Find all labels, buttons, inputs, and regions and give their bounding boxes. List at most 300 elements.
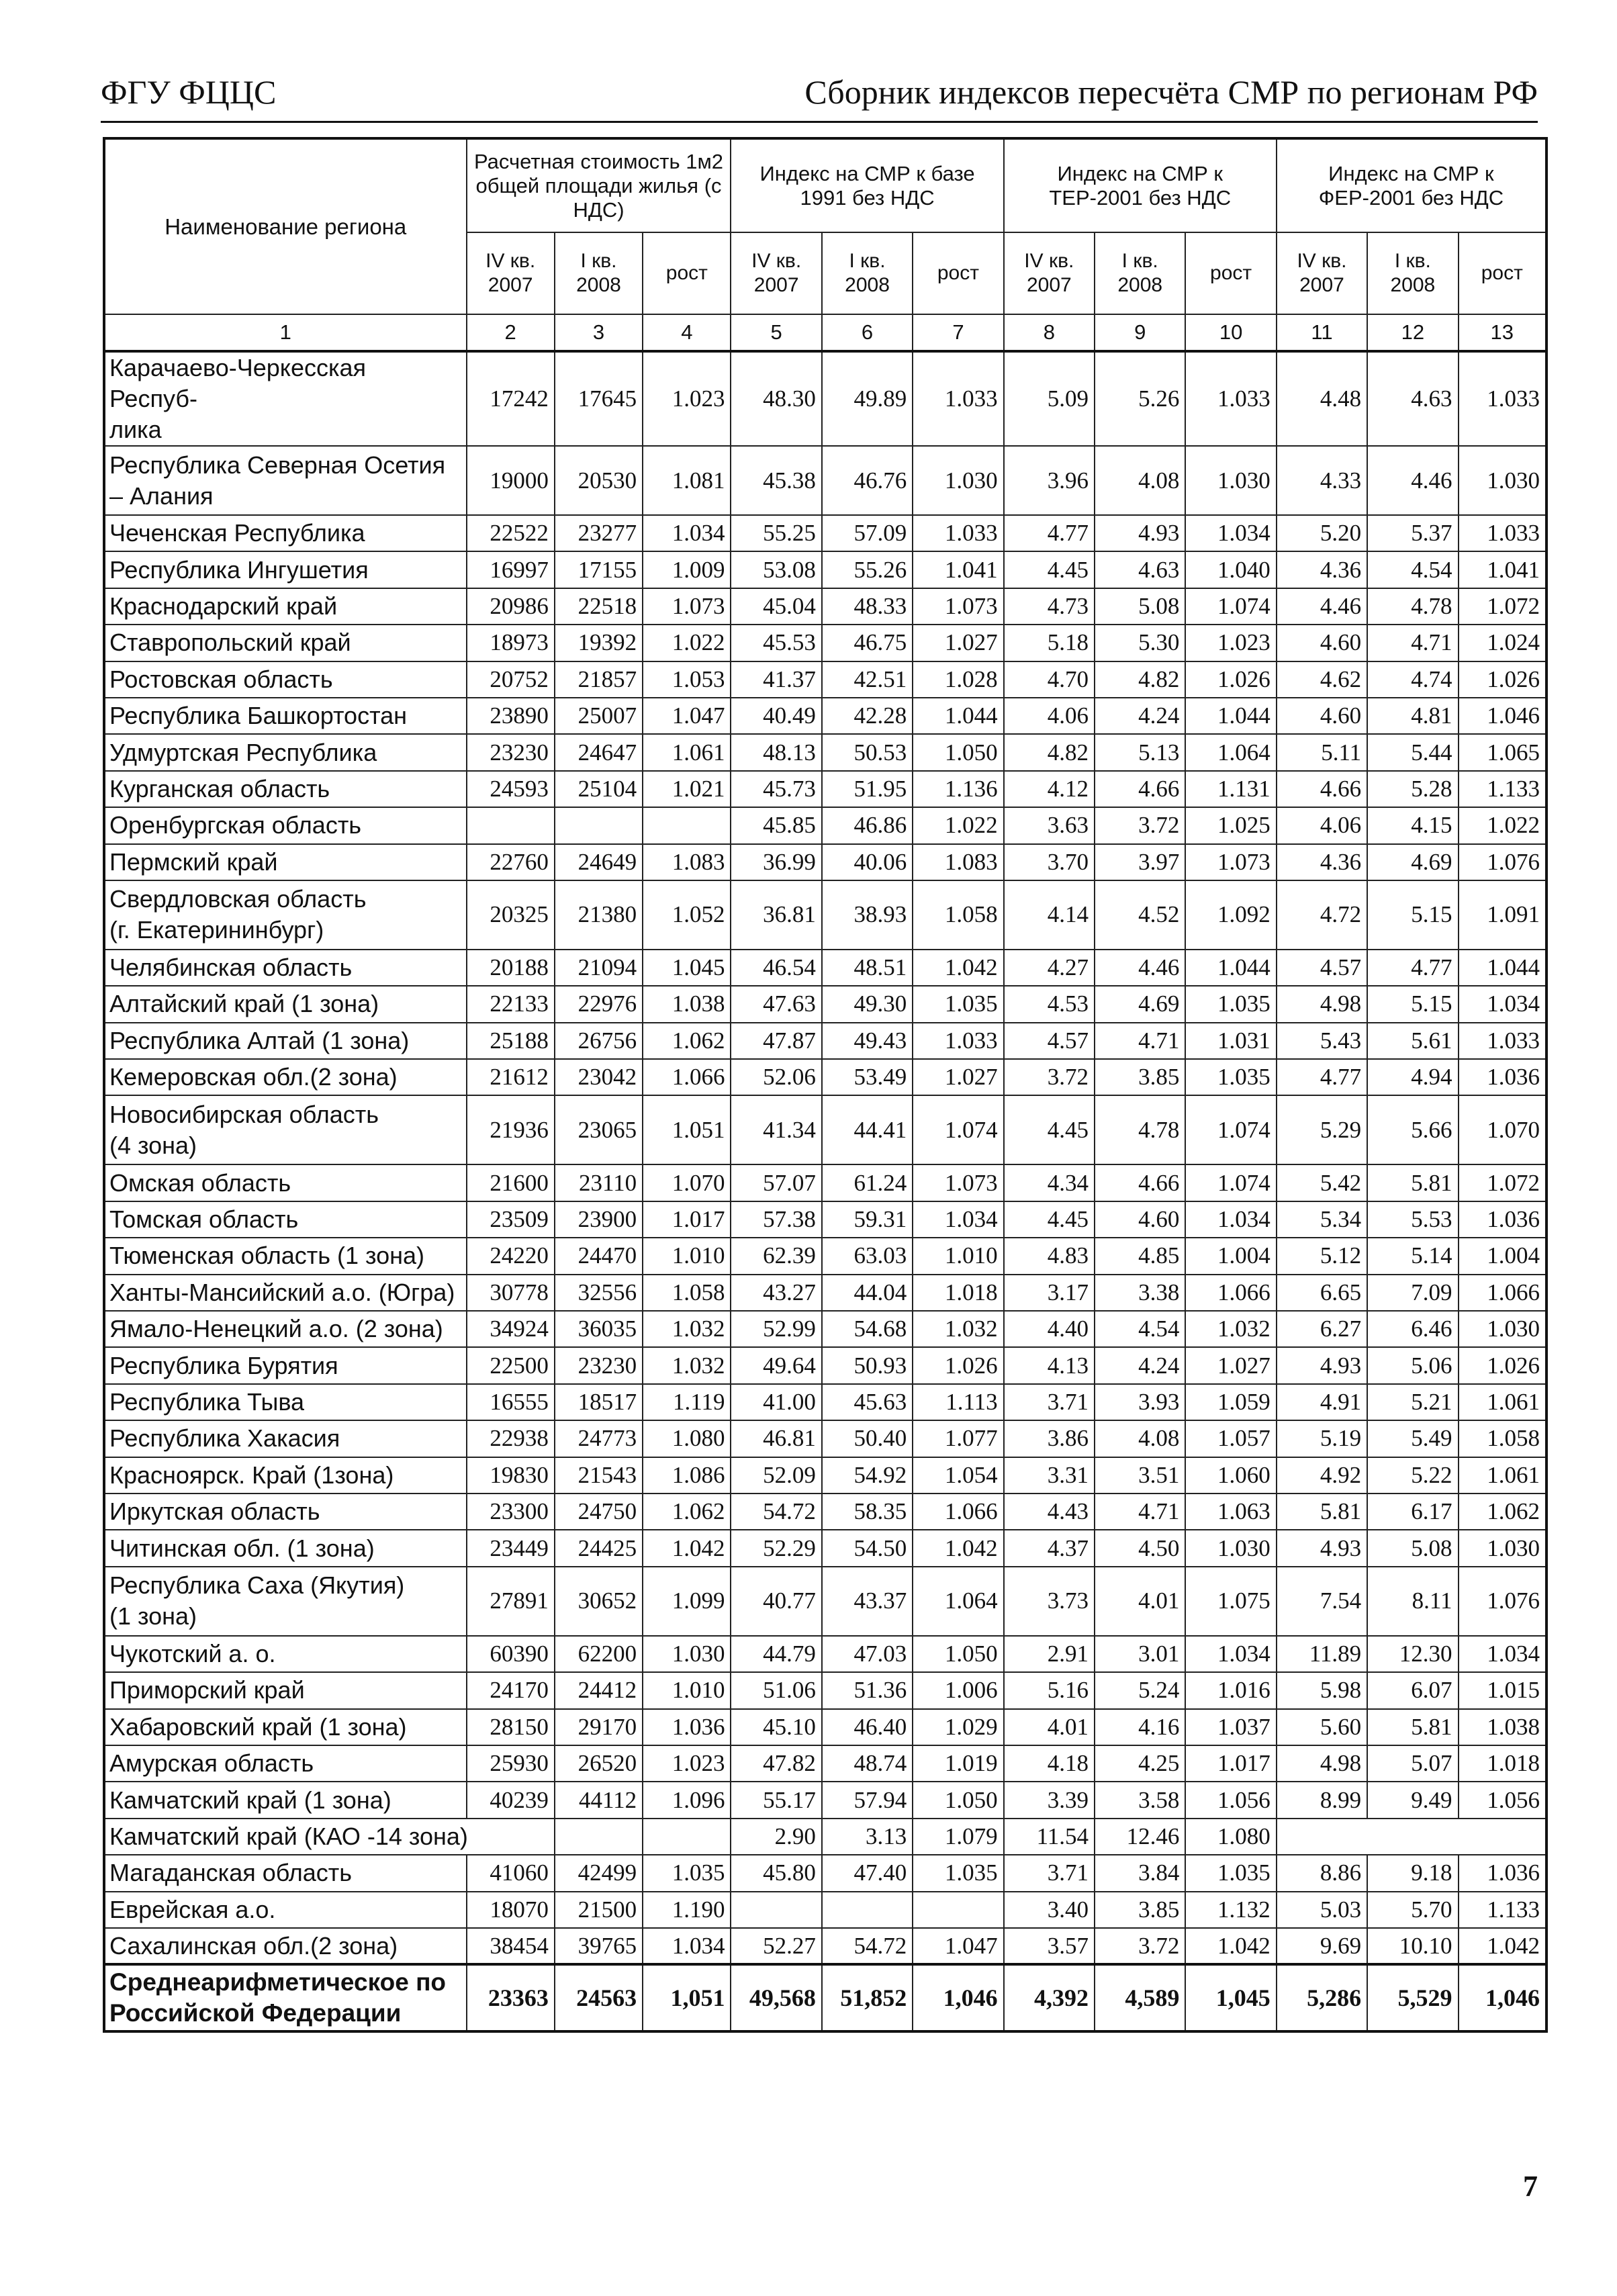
value-cell: 5.49: [1367, 1420, 1458, 1457]
value-cell: 1.092: [1185, 880, 1276, 950]
value-cell: 51.95: [822, 771, 913, 807]
value-cell: 4.83: [1004, 1238, 1095, 1274]
value-cell: 24470: [555, 1238, 643, 1274]
value-cell: 48.51: [822, 950, 913, 986]
subheader-q1-2008: I кв. 2008: [555, 232, 643, 314]
region-name: Республика Тыва: [104, 1384, 467, 1420]
value-cell: 20188: [467, 950, 555, 986]
value-cell: 4,392: [1004, 1964, 1095, 2031]
value-cell: 3.93: [1095, 1384, 1185, 1420]
value-cell: 4.71: [1095, 1023, 1185, 1059]
value-cell: 3.85: [1095, 1892, 1185, 1928]
value-cell: 1.017: [643, 1201, 731, 1238]
value-cell: 4.69: [1367, 844, 1458, 880]
value-cell: 4.98: [1277, 986, 1367, 1022]
value-cell: 5,529: [1367, 1964, 1458, 2031]
value-cell: 48.74: [822, 1745, 913, 1782]
value-cell: 1.034: [643, 1928, 731, 1964]
table-row: [104, 807, 1546, 843]
value-cell: 49,568: [731, 1964, 821, 2031]
value-cell: 23300: [467, 1494, 555, 1530]
value-cell: 1.057: [1185, 1420, 1276, 1457]
value-cell: 47.63: [731, 986, 821, 1022]
column-number: 11: [1277, 314, 1367, 351]
value-cell: 1.074: [1185, 588, 1276, 625]
table-row: [104, 1059, 1546, 1095]
value-cell: 5.53: [1367, 1201, 1458, 1238]
value-cell: 4.16: [1095, 1709, 1185, 1745]
value-cell: 4.69: [1095, 986, 1185, 1022]
header-title: Сборник индексов пересчёта СМР по регионам РФ: [804, 73, 1538, 111]
value-cell: 1.034: [1185, 1636, 1276, 1672]
value-cell: 5.43: [1277, 1023, 1367, 1059]
value-cell: 1.070: [643, 1164, 731, 1201]
value-cell: 49.30: [822, 986, 913, 1022]
value-cell: 1.042: [643, 1530, 731, 1566]
value-cell: 21857: [555, 661, 643, 698]
value-cell: 1.133: [1459, 1892, 1546, 1928]
value-cell: 1.038: [643, 986, 731, 1022]
group-header-index-fer2001: Индекс на СМР к ФЕР-2001 без НДС: [1277, 138, 1546, 232]
table-row: [104, 351, 1546, 446]
value-cell: 54.92: [822, 1457, 913, 1494]
value-cell: 1.044: [1185, 950, 1276, 986]
value-cell: 52.06: [731, 1059, 821, 1095]
value-cell: 1.010: [913, 1238, 1003, 1274]
value-cell: 4.66: [1277, 771, 1367, 807]
value-cell: 5.07: [1367, 1745, 1458, 1782]
table-row: [104, 1238, 1546, 1274]
table-row: [104, 950, 1546, 986]
value-cell: 21380: [555, 880, 643, 950]
subheader-q4-2007: IV кв. 2007: [467, 232, 555, 314]
value-cell: 5.08: [1095, 588, 1185, 625]
value-cell: 24750: [555, 1494, 643, 1530]
value-cell: 43.27: [731, 1275, 821, 1311]
value-cell: 4.18: [1004, 1745, 1095, 1782]
value-cell: 1.026: [913, 1347, 1003, 1383]
region-name: Красноярск. Край (1зона): [104, 1457, 467, 1494]
value-cell: 1.026: [1459, 1347, 1546, 1383]
region-name: Магаданская область: [104, 1855, 467, 1891]
value-cell: 1.038: [1459, 1709, 1546, 1745]
value-cell: 1.026: [1459, 661, 1546, 698]
value-cell: 1.044: [1185, 698, 1276, 734]
value-cell: 5.70: [1367, 1892, 1458, 1928]
value-cell: 1.044: [1459, 950, 1546, 986]
value-cell: [913, 1892, 1003, 1928]
value-cell: 1.066: [643, 1059, 731, 1095]
value-cell: 1.052: [643, 880, 731, 950]
value-cell: 51,852: [822, 1964, 913, 2031]
value-cell: 1.015: [1459, 1672, 1546, 1708]
value-cell: 41.00: [731, 1384, 821, 1420]
value-cell: 1.034: [643, 515, 731, 551]
subheader-q1-2008: I кв. 2008: [1095, 232, 1185, 314]
column-number: 13: [1459, 314, 1546, 351]
value-cell: 4.71: [1367, 625, 1458, 661]
value-cell: 4.82: [1004, 734, 1095, 770]
value-cell: 1.061: [1459, 1457, 1546, 1494]
value-cell: 3.97: [1095, 844, 1185, 880]
value-cell: 1,046: [913, 1964, 1003, 2031]
value-cell: 45.10: [731, 1709, 821, 1745]
value-cell: 1.077: [913, 1420, 1003, 1457]
value-cell: 41.34: [731, 1095, 821, 1164]
value-cell: 1.054: [913, 1457, 1003, 1494]
value-cell: 3.84: [1095, 1855, 1185, 1891]
table-row: [104, 515, 1546, 551]
value-cell: 1.096: [643, 1782, 731, 1818]
table-row: [104, 1164, 1546, 1201]
value-cell: 4.27: [1004, 950, 1095, 986]
value-cell: 3.39: [1004, 1782, 1095, 1818]
table-row: [104, 1709, 1546, 1745]
value-cell: 5.34: [1277, 1201, 1367, 1238]
value-cell: 1.022: [913, 807, 1003, 843]
value-cell: 1.010: [643, 1238, 731, 1274]
value-cell: 1.009: [643, 551, 731, 588]
value-cell: 4.43: [1004, 1494, 1095, 1530]
value-cell: 5.37: [1367, 515, 1458, 551]
value-cell: 4.34: [1004, 1164, 1095, 1201]
value-cell: 45.85: [731, 807, 821, 843]
column-number: 1: [104, 314, 467, 351]
value-cell: 1.190: [643, 1892, 731, 1928]
value-cell: 17155: [555, 551, 643, 588]
value-cell: 4.15: [1367, 807, 1458, 843]
value-cell: 50.53: [822, 734, 913, 770]
region-name: Иркутская область: [104, 1494, 467, 1530]
header-org: ФГУ ФЦЦС: [101, 73, 277, 111]
value-cell: 1,051: [643, 1964, 731, 2031]
value-cell: 53.49: [822, 1059, 913, 1095]
region-name: Приморский край: [104, 1672, 467, 1708]
table-row: [104, 1928, 1546, 1964]
value-cell: 1.050: [913, 1636, 1003, 1672]
region-name: Камчатский край (1 зона): [104, 1782, 467, 1818]
value-cell: 4.66: [1095, 1164, 1185, 1201]
column-number: 7: [913, 314, 1003, 351]
value-cell: 1.033: [1459, 351, 1546, 446]
value-cell: 21600: [467, 1164, 555, 1201]
value-cell: 36.81: [731, 880, 821, 950]
value-cell: 3.38: [1095, 1275, 1185, 1311]
value-cell: 42.51: [822, 661, 913, 698]
value-cell: 34924: [467, 1311, 555, 1347]
value-cell: 21612: [467, 1059, 555, 1095]
value-cell: 3.57: [1004, 1928, 1095, 1964]
column-number: 9: [1095, 314, 1185, 351]
value-cell: 52.27: [731, 1928, 821, 1964]
value-cell: 1.056: [1459, 1782, 1546, 1818]
table-row: [104, 1636, 1546, 1672]
region-name: Республика Северная Осетия – Алания: [104, 446, 467, 515]
value-cell: 1.027: [913, 625, 1003, 661]
table-row: [104, 698, 1546, 734]
page-number: 7: [1523, 2170, 1538, 2203]
table-row: [104, 844, 1546, 880]
value-cell: 7.54: [1277, 1567, 1367, 1636]
value-cell: 5.11: [1277, 734, 1367, 770]
value-cell: 20752: [467, 661, 555, 698]
value-cell: 5.15: [1367, 986, 1458, 1022]
value-cell: 1.073: [643, 588, 731, 625]
value-cell: 1.037: [1185, 1709, 1276, 1745]
value-cell: 4.94: [1367, 1059, 1458, 1095]
value-cell: 46.86: [822, 807, 913, 843]
value-cell: 17645: [555, 351, 643, 446]
value-cell: 1.004: [1185, 1238, 1276, 1274]
value-cell: 3.85: [1095, 1059, 1185, 1095]
value-cell: 8.99: [1277, 1782, 1367, 1818]
column-number: 6: [822, 314, 913, 351]
value-cell: 44112: [555, 1782, 643, 1818]
value-cell: 4.01: [1004, 1709, 1095, 1745]
column-number: 12: [1367, 314, 1458, 351]
value-cell: 1.113: [913, 1384, 1003, 1420]
subheader-growth: рост: [1185, 232, 1276, 314]
value-cell: 54.68: [822, 1311, 913, 1347]
value-cell: 1.025: [1185, 807, 1276, 843]
value-cell: 23042: [555, 1059, 643, 1095]
value-cell: [643, 807, 731, 843]
value-cell: 1.132: [1185, 1892, 1276, 1928]
value-cell: 1.073: [913, 588, 1003, 625]
value-cell: 1.016: [1185, 1672, 1276, 1708]
value-cell: 4.54: [1095, 1311, 1185, 1347]
value-cell: 46.81: [731, 1420, 821, 1457]
value-cell: 1.059: [1185, 1384, 1276, 1420]
value-cell: 54.72: [822, 1928, 913, 1964]
value-cell: 48.13: [731, 734, 821, 770]
value-cell: 36035: [555, 1311, 643, 1347]
value-cell: 21094: [555, 950, 643, 986]
value-cell: 4.62: [1277, 661, 1367, 698]
value-cell: 1.061: [1459, 1384, 1546, 1420]
value-cell: 6.46: [1367, 1311, 1458, 1347]
value-cell: 25188: [467, 1023, 555, 1059]
value-cell: 1.035: [913, 1855, 1003, 1891]
value-cell: 1.026: [1185, 661, 1276, 698]
value-cell: 45.80: [731, 1855, 821, 1891]
value-cell: 51.06: [731, 1672, 821, 1708]
value-cell: 4.93: [1277, 1530, 1367, 1566]
value-cell: 1.083: [643, 844, 731, 880]
value-cell: 2.91: [1004, 1636, 1095, 1672]
value-cell: 38.93: [822, 880, 913, 950]
value-cell: 1.036: [1459, 1855, 1546, 1891]
value-cell: 55.25: [731, 515, 821, 551]
value-cell: 4.06: [1004, 698, 1095, 734]
value-cell: 1.035: [1185, 1059, 1276, 1095]
value-cell: 5.60: [1277, 1709, 1367, 1745]
value-cell: 1.010: [643, 1672, 731, 1708]
value-cell: 24773: [555, 1420, 643, 1457]
value-cell: 4.53: [1004, 986, 1095, 1022]
value-cell: 4.25: [1095, 1745, 1185, 1782]
value-cell: 1.022: [1459, 807, 1546, 843]
value-cell: 20325: [467, 880, 555, 950]
value-cell: 42.28: [822, 698, 913, 734]
region-name: Среднеарифметическое по Российской Федерации: [104, 1964, 467, 2031]
value-cell: 50.93: [822, 1347, 913, 1383]
value-cell: 1.033: [1459, 515, 1546, 551]
value-cell: [731, 1892, 821, 1928]
table-row: [104, 1567, 1546, 1636]
value-cell: 46.40: [822, 1709, 913, 1745]
value-cell: [643, 1819, 731, 1855]
value-cell: 24593: [467, 771, 555, 807]
value-cell: 1.030: [1459, 1311, 1546, 1347]
value-cell: 1.073: [1185, 844, 1276, 880]
value-cell: 4.63: [1095, 551, 1185, 588]
value-cell: 47.82: [731, 1745, 821, 1782]
table-row: [104, 551, 1546, 588]
value-cell: 5.08: [1367, 1530, 1458, 1566]
value-cell: 1.058: [1459, 1420, 1546, 1457]
value-cell: 1.021: [643, 771, 731, 807]
value-cell: 5.24: [1095, 1672, 1185, 1708]
value-cell: 3.71: [1004, 1855, 1095, 1891]
value-cell: 1.035: [643, 1855, 731, 1891]
value-cell: 47.40: [822, 1855, 913, 1891]
value-cell: 3.96: [1004, 446, 1095, 515]
value-cell: 3.86: [1004, 1420, 1095, 1457]
value-cell: 4.85: [1095, 1238, 1185, 1274]
region-name: Пермский край: [104, 844, 467, 880]
value-cell: 48.33: [822, 588, 913, 625]
value-cell: 1.034: [913, 1201, 1003, 1238]
value-cell: 22760: [467, 844, 555, 880]
value-cell: 55.17: [731, 1782, 821, 1818]
value-cell: 4.74: [1367, 661, 1458, 698]
value-cell: 24170: [467, 1672, 555, 1708]
value-cell: 1.133: [1459, 771, 1546, 807]
value-cell: 5.21: [1367, 1384, 1458, 1420]
value-cell: 4.93: [1277, 1347, 1367, 1383]
value-cell: 1.080: [1185, 1819, 1276, 1855]
table-row: [104, 1672, 1546, 1708]
value-cell: 1.062: [643, 1023, 731, 1059]
table-row: [104, 880, 1546, 950]
value-cell: 19830: [467, 1457, 555, 1494]
value-cell: 46.76: [822, 446, 913, 515]
value-cell: 5.81: [1367, 1164, 1458, 1201]
value-cell: 6.65: [1277, 1275, 1367, 1311]
value-cell: 1.033: [1185, 351, 1276, 446]
value-cell: 17242: [467, 351, 555, 446]
region-name: Камчатский край (КАО -14 зона): [104, 1819, 555, 1855]
value-cell: 1.036: [1459, 1059, 1546, 1095]
value-cell: 1.076: [1459, 844, 1546, 880]
value-cell: 1.027: [1185, 1347, 1276, 1383]
value-cell: 4.77: [1367, 950, 1458, 986]
value-cell: 40.77: [731, 1567, 821, 1636]
value-cell: 60390: [467, 1636, 555, 1672]
region-name: Республика Бурятия: [104, 1347, 467, 1383]
region-column-header: Наименование региона: [104, 138, 467, 314]
table-row: [104, 625, 1546, 661]
value-cell: 4.70: [1004, 661, 1095, 698]
value-cell: 3.51: [1095, 1457, 1185, 1494]
value-cell: 49.43: [822, 1023, 913, 1059]
subheader-q1-2008: I кв. 2008: [1367, 232, 1458, 314]
value-cell: 22976: [555, 986, 643, 1022]
column-number: 4: [643, 314, 731, 351]
value-cell: 4.24: [1095, 698, 1185, 734]
table-row: [104, 1201, 1546, 1238]
value-cell: 1,046: [1459, 1964, 1546, 2031]
value-cell: 1.033: [1459, 1023, 1546, 1059]
table-row: [104, 1494, 1546, 1530]
value-cell: 4.60: [1277, 625, 1367, 661]
value-cell: 23065: [555, 1095, 643, 1164]
value-cell: 5.81: [1277, 1494, 1367, 1530]
value-cell: 1.032: [1185, 1311, 1276, 1347]
region-name: Томская область: [104, 1201, 467, 1238]
value-cell: 1.044: [913, 698, 1003, 734]
value-cell: 3.63: [1004, 807, 1095, 843]
value-cell: 21936: [467, 1095, 555, 1164]
value-cell: 57.38: [731, 1201, 821, 1238]
value-cell: 5.28: [1367, 771, 1458, 807]
value-cell: 21500: [555, 1892, 643, 1928]
value-cell: 1.056: [1185, 1782, 1276, 1818]
value-cell: 25930: [467, 1745, 555, 1782]
value-cell: 4.14: [1004, 880, 1095, 950]
value-cell: 24220: [467, 1238, 555, 1274]
subheader-growth: рост: [643, 232, 731, 314]
value-cell: 1.032: [913, 1311, 1003, 1347]
value-cell: 1.017: [1185, 1745, 1276, 1782]
value-cell: 1.034: [1459, 1636, 1546, 1672]
region-name: Сахалинская обл.(2 зона): [104, 1928, 467, 1964]
value-cell: 1.018: [913, 1275, 1003, 1311]
value-cell: 1.024: [1459, 625, 1546, 661]
value-cell: 18070: [467, 1892, 555, 1928]
value-cell: 23363: [467, 1964, 555, 2031]
value-cell: 4.66: [1095, 771, 1185, 807]
region-name: Ямало-Ненецкий а.о. (2 зона): [104, 1311, 467, 1347]
value-cell: 5.09: [1004, 351, 1095, 446]
value-cell: 19000: [467, 446, 555, 515]
value-cell: 4.78: [1095, 1095, 1185, 1164]
subheader-q1-2008: I кв. 2008: [822, 232, 913, 314]
value-cell: 63.03: [822, 1238, 913, 1274]
value-cell: 1.032: [643, 1311, 731, 1347]
region-name: Свердловская область (г. Екатерининбург): [104, 880, 467, 950]
value-cell: 21543: [555, 1457, 643, 1494]
value-cell: 23230: [467, 734, 555, 770]
value-cell: 6.07: [1367, 1672, 1458, 1708]
value-cell: 22522: [467, 515, 555, 551]
value-cell: 1.070: [1459, 1095, 1546, 1164]
value-cell: 1.131: [1185, 771, 1276, 807]
region-name: Республика Хакасия: [104, 1420, 467, 1457]
table-row: [104, 1095, 1546, 1164]
value-cell: 1.034: [1459, 986, 1546, 1022]
value-cell: 5.98: [1277, 1672, 1367, 1708]
column-number: 3: [555, 314, 643, 351]
value-cell: 3.72: [1095, 807, 1185, 843]
value-cell: 4.63: [1367, 351, 1458, 446]
value-cell: 45.63: [822, 1384, 913, 1420]
value-cell: 6.17: [1367, 1494, 1458, 1530]
table-row: [104, 1311, 1546, 1347]
value-cell: 1.073: [913, 1164, 1003, 1201]
value-cell: 4.24: [1095, 1347, 1185, 1383]
